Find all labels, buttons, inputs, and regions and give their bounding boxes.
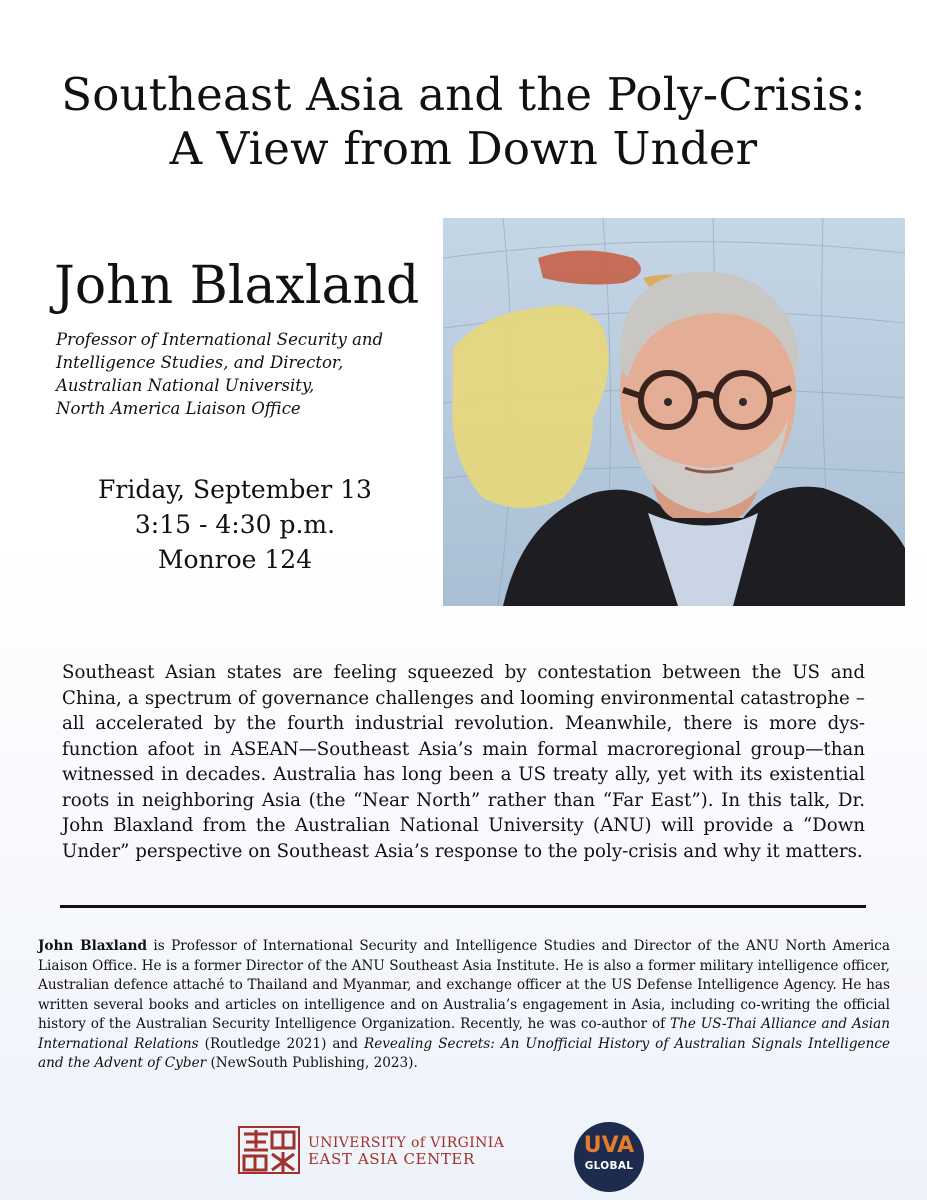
logo-university-text: UNIVERSITY of VIRGINIA <box>308 1135 505 1151</box>
affiliation-line: Intelligence Studies, and Director, <box>56 353 344 372</box>
speaker-bio <box>38 937 890 1074</box>
speaker-affiliation <box>56 328 426 420</box>
section-divider <box>60 905 866 908</box>
speaker-portrait-illustration <box>443 218 905 606</box>
event-abstract: Southeast Asian states are feeling squeezed by contestation between the US and China, a spectrum of governance challenges and looming environmental catastrophe – all accelerated by the fourth industrial revolution. Meanwhile, there is more dysfunction afoot in ASEAN—Southeast Asia’s main formal macroregional group—than witnessed in decades. Australia has long been a US treaty ally, yet with its existential roots in neighboring Asia (the “Near North” rather than “Far East”). In this talk, Dr. John Blaxland from the Australian National University (ANU) will provide a “Down Under” perspective on Southeast Asia’s response to the poly-crisis and why it matters. <box>62 662 865 862</box>
event-time: 3:15 - 4:30 p.m. <box>134 510 336 539</box>
event-details <box>60 472 410 577</box>
bio-text: is Professor of International Security and Intelligence Studies and Director of the ANU North America Liaison Office. He is a former Director of the ANU Southeast Asia Institute. He is also a former military intelligence officer, Australian defence attaché to Thailand and Myanmar, and exchange officer at the US Defense Intelligence Agency. He has written several books and articles on intelligence and on Australia’s engagement in Asia, including co-writing the official history of the Australian Security Intelligence Organization. Recently, he was co-author of <box>38 938 890 1032</box>
event-title <box>0 68 927 176</box>
logo-global-text: GLOBAL <box>584 1160 634 1172</box>
uva-global-logo <box>574 1122 644 1192</box>
uva-east-asia-center-logo <box>238 1126 505 1178</box>
affiliation-line: North America Liaison Office <box>56 399 301 418</box>
chinese-seal-icon <box>238 1126 300 1174</box>
affiliation-line: Australian National University, <box>56 376 315 395</box>
title-line-2: A View from Down Under <box>169 122 758 175</box>
bio-book-title: Revealing Secrets: An Unofficial History of Australian Signals Intelligence and the Advent of Cyber <box>38 1035 890 1071</box>
bio-text: (NewSouth Publishing, 2023). <box>206 1055 418 1071</box>
bio-text: (Routledge 2021) and <box>198 1035 364 1052</box>
event-date: Friday, September 13 <box>98 475 372 504</box>
title-line-1: Southeast Asia and the Poly-Crisis: <box>61 68 866 121</box>
affiliation-line: Professor of International Security and <box>56 330 384 349</box>
logo-uva-text: UVA <box>583 1133 635 1158</box>
logo-center-text: EAST ASIA CENTER <box>308 1150 475 1168</box>
speaker-photo <box>443 218 905 606</box>
speaker-name: John Blaxland <box>54 256 420 316</box>
bio-name: John Blaxland <box>38 938 148 954</box>
bio-book-title: The US-Thai Alliance and Asian International Relations <box>38 1016 890 1052</box>
event-location: Monroe 124 <box>157 545 313 574</box>
